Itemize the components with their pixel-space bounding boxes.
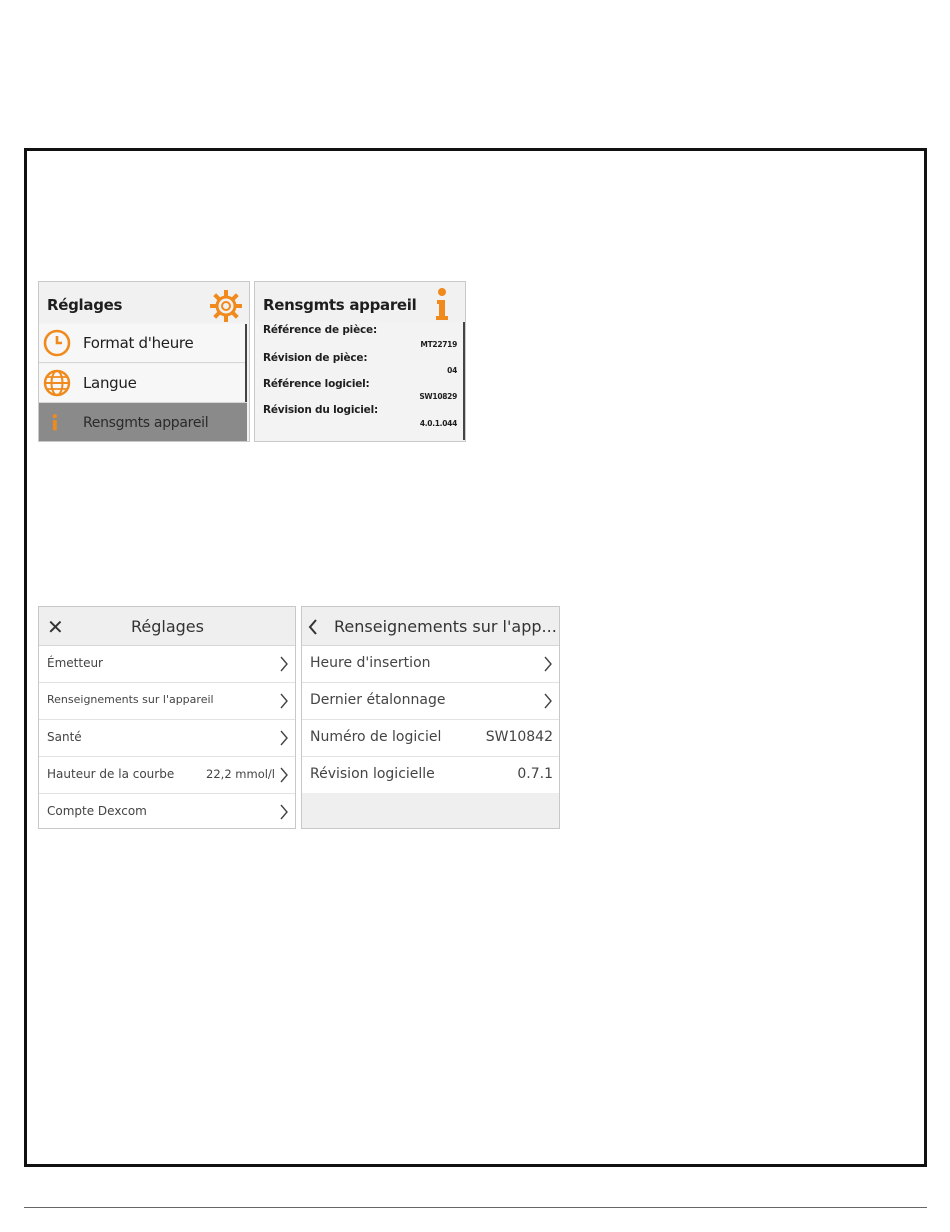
device-info-value: 4.0.1.044 bbox=[419, 419, 457, 428]
device-info-row-insertion-time[interactable] bbox=[302, 646, 559, 683]
device-info-label: Référence logiciel: bbox=[263, 378, 370, 390]
device-info-row-label: Révision logicielle bbox=[310, 766, 435, 782]
scrollbar[interactable] bbox=[463, 322, 465, 440]
settings-row-device-info[interactable] bbox=[39, 683, 295, 720]
scrollbar[interactable] bbox=[245, 324, 247, 402]
settings-row-label: Émetteur bbox=[47, 656, 103, 670]
receiver-menu-item-label: Rensgmts appareil bbox=[83, 415, 209, 431]
device-info-row-label: Numéro de logiciel bbox=[310, 729, 442, 745]
info-icon bbox=[49, 408, 67, 436]
chevron-right-icon bbox=[279, 729, 289, 747]
device-info-label: Référence de pièce: bbox=[263, 324, 377, 336]
receiver-menu-item-device-info[interactable] bbox=[39, 403, 247, 441]
device-info-label: Révision de pièce: bbox=[263, 352, 368, 364]
receiver-settings-title: Réglages bbox=[47, 296, 123, 314]
settings-row-dexcom-account[interactable] bbox=[39, 794, 295, 829]
empty-area bbox=[302, 793, 559, 828]
app-settings-screen bbox=[38, 606, 296, 829]
close-icon[interactable]: ✕ bbox=[47, 615, 64, 639]
info-icon bbox=[431, 286, 453, 322]
device-info-row-label: Dernier étalonnage bbox=[310, 692, 446, 708]
app-device-info-screen bbox=[301, 606, 560, 829]
receiver-menu-item-language[interactable] bbox=[39, 364, 247, 403]
settings-row-label: Santé bbox=[47, 730, 82, 744]
device-info-row-software-number bbox=[302, 720, 559, 757]
receiver-menu-item-label: Format d'heure bbox=[83, 334, 194, 352]
receiver-settings-header bbox=[39, 282, 249, 322]
back-icon[interactable] bbox=[308, 618, 318, 636]
clock-icon bbox=[43, 329, 71, 357]
settings-row-label: Renseignements sur l'appareil bbox=[47, 693, 214, 706]
settings-row-transmitter[interactable] bbox=[39, 646, 295, 683]
device-info-row-label: Heure d'insertion bbox=[310, 655, 431, 671]
settings-row-health[interactable] bbox=[39, 720, 295, 757]
device-info-row-value: SW10842 bbox=[485, 729, 553, 745]
device-info-value: SW10829 bbox=[419, 392, 457, 401]
settings-row-graph-height[interactable] bbox=[39, 757, 295, 794]
device-info-row-value: 0.7.1 bbox=[517, 766, 553, 782]
app-device-info-title: Renseignements sur l'app... bbox=[334, 617, 557, 636]
app-settings-header bbox=[39, 607, 295, 646]
receiver-device-info-screen bbox=[254, 281, 466, 442]
chevron-right-icon bbox=[279, 766, 289, 784]
receiver-device-info-title: Rensgmts appareil bbox=[263, 296, 417, 314]
app-settings-title: Réglages bbox=[131, 617, 204, 636]
receiver-settings-screen bbox=[38, 281, 250, 442]
receiver-device-info-header bbox=[255, 282, 465, 322]
chevron-right-icon bbox=[279, 692, 289, 710]
app-device-info-header bbox=[302, 607, 559, 646]
receiver-menu-item-label: Langue bbox=[83, 374, 137, 392]
settings-row-value: 22,2 mmol/l bbox=[206, 767, 275, 781]
footer-rule bbox=[24, 1207, 927, 1208]
globe-icon bbox=[43, 369, 71, 397]
receiver-menu-item-time-format[interactable] bbox=[39, 324, 247, 363]
device-info-row-last-calibration[interactable] bbox=[302, 683, 559, 720]
chevron-right-icon bbox=[279, 655, 289, 673]
settings-row-label: Compte Dexcom bbox=[47, 804, 147, 818]
device-info-value: MT22719 bbox=[420, 340, 457, 349]
chevron-right-icon bbox=[543, 655, 553, 673]
chevron-right-icon bbox=[543, 692, 553, 710]
device-info-row-software-revision bbox=[302, 757, 559, 794]
gear-icon bbox=[209, 289, 243, 323]
settings-row-label: Hauteur de la courbe bbox=[47, 767, 175, 781]
chevron-right-icon bbox=[279, 803, 289, 821]
device-info-value: 04 bbox=[447, 366, 457, 375]
device-info-label: Révision du logiciel: bbox=[263, 404, 378, 416]
